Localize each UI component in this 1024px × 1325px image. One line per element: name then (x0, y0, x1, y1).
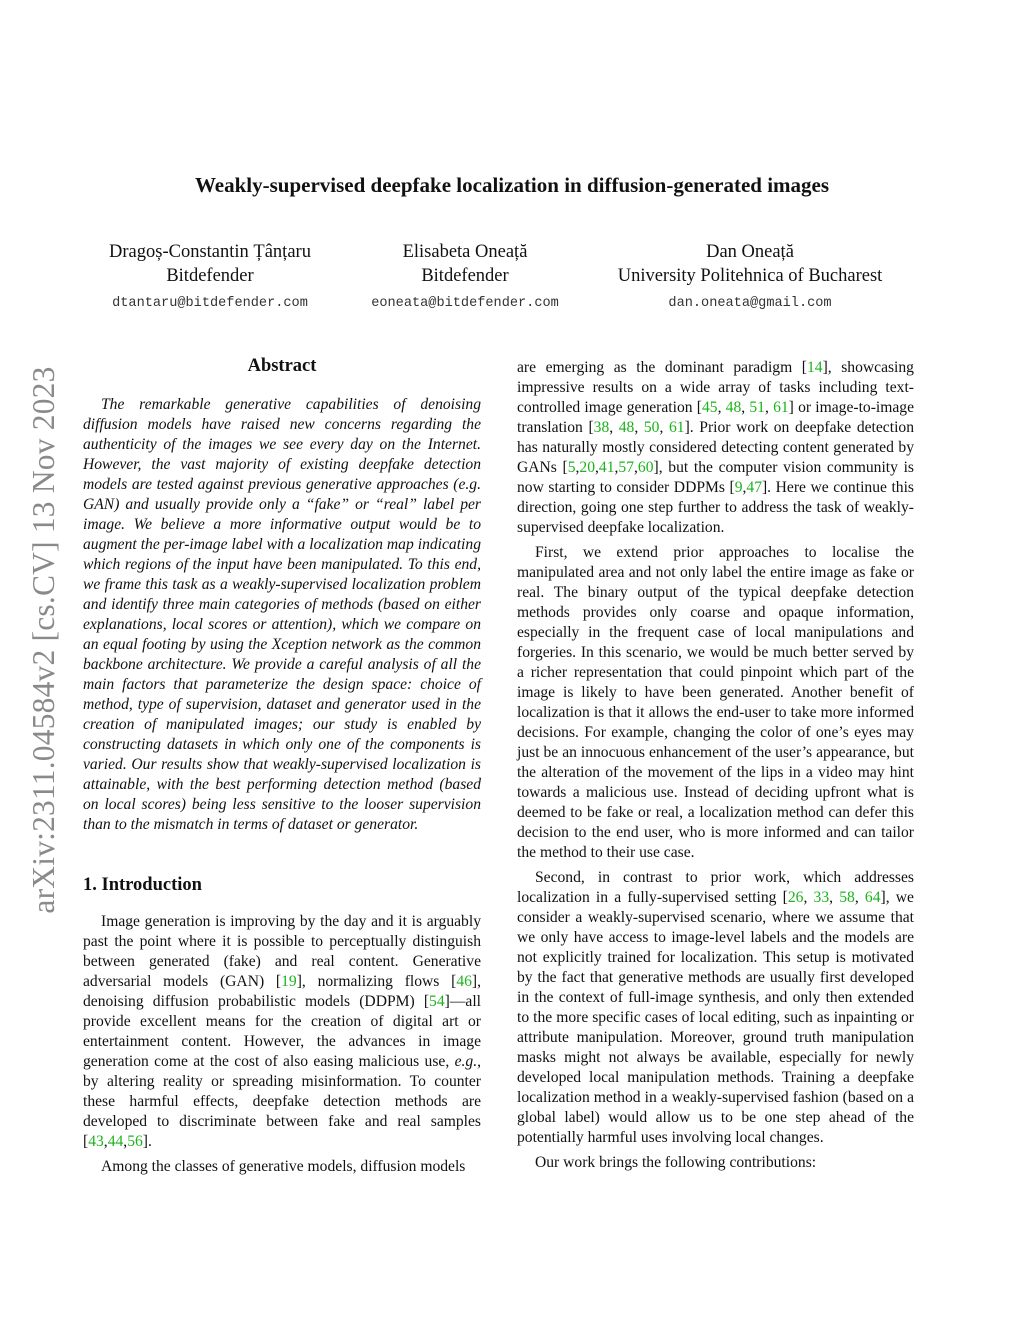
citation-link[interactable]: 61 (668, 419, 685, 436)
author-affiliation: Bitdefender (421, 266, 509, 287)
right-column (517, 358, 914, 1173)
arxiv-side-identifier (8, 340, 80, 940)
intro-paragraph-4: First, we extend prior approaches to localise the manipulated area and not only label the entire image as fake or real. The binary output of the typical deepfake detection methods provides only coarse and opaque information, especially in the frequent case of local manipulations and forgeries. In this scenario, we would be much better served by a richer representation that could pinpoint which part of the image is likely to have been generated. Another benefit of localization is that it allows the end-user to take more informed decisions. For example, changing the color of one’s eyes may just be an innocuous enhancement of the user’s appearance, but the alteration of the movement of the lips in a video may hint towards a malicious use. Instead of deciding upfront what is deemed to be fake or real, a localization method can defer this decision to the end user, who is more informed and can tailor the method to their use case. (517, 544, 914, 861)
citation-link[interactable]: 58 (839, 889, 855, 906)
intro-paragraph-6: Our work brings the following contributions: (535, 1154, 817, 1171)
paper-title: Weakly-supervised deepfake localization in diffusion-generated images (194, 173, 830, 197)
citation-link[interactable]: 20 (579, 459, 596, 476)
author-block-1 (70, 240, 350, 313)
citation-link[interactable]: 41 (598, 459, 615, 476)
citation-link[interactable]: 48 (725, 399, 742, 416)
left-column (83, 356, 481, 1177)
intro-paragraph-1: Image generation is improving by the day and it is arguably past the point where it is possible to perceptually distinguish between generated (fake) and real content. Generative adversarial models (GAN) [19], normalizing flows [46], denoising diffusion probabilistic models (DDPM) [54]—all provide excellent means for the creation of digital art or entertainment content. However, the advances in image generation come at the cost of also easing malicious use, e.g., by altering reality or spreading misinformation. To counter these harmful effects, deepfake detection methods are developed to discriminate between fake and real samples [43,44,56]. (83, 913, 481, 1150)
citation-link[interactable]: 50 (643, 419, 660, 436)
intro-paragraph-3: are emerging as the dominant paradigm [14], showcasing impressive results on a wide array of tasks including text-controlled image generation [45, 48, 51, 61] or image-to-image translation [38, 48, 50, 61]. Prior work on deepfake detection has naturally mostly considered detecting content generated by GANs [5,20,41,57,60], but the computer vision community is now starting to consider DDPMs [9,47]. Here we continue this direction, going one step further to address the task of weakly-supervised deepfake localization. (517, 359, 914, 536)
citation-link[interactable]: 48 (618, 419, 635, 436)
citation-link[interactable]: 5 (567, 459, 576, 476)
introduction-heading: 1. Introduction (83, 875, 202, 895)
arxiv-id-text: arXiv:2311.04584v2 [cs.CV] 13 Nov 2023 (26, 366, 61, 914)
citation-link[interactable]: 38 (593, 419, 610, 436)
author-name: Dan Oneață (706, 242, 794, 262)
citation-link[interactable]: 60 (637, 459, 654, 476)
author-affiliation: Bitdefender (166, 266, 254, 287)
citation-link[interactable]: 26 (787, 889, 804, 906)
intro-paragraph-5: Second, in contrast to prior work, which addresses localization in a fully-supervised setting [26, 33, 58, 64], we consider a weakly-supervised scenario, where we assume that we only have access to image-level labels and the models are not explicitly trained for localization. This setup is motivated by the fact that generative methods are usually first developed in the context of full-image synthesis, and only then extended to the more specific cases of local editing, such as inpainting or attribute manipulation. Moreover, ground truth manipulation masks might not always be available, especially for newly developed local manipulation methods. Training a deepfake localization method in a weakly-supervised fashion (based on a global label) would allow us to be one step ahead of the potentially harmful uses involving local changes. (517, 869, 914, 1146)
citation-link[interactable]: 57 (618, 459, 635, 476)
citation-link[interactable]: 64 (864, 889, 881, 906)
author-block-3 (590, 240, 910, 313)
citation-link[interactable]: 33 (813, 889, 830, 906)
citation-link[interactable]: 14 (806, 359, 823, 376)
intro-paragraph-2: Among the classes of generative models, diffusion models (101, 1158, 466, 1175)
abstract-heading: Abstract (247, 356, 317, 376)
citation-link[interactable]: 46 (456, 973, 472, 990)
citation-link[interactable]: 19 (281, 973, 297, 990)
author-email[interactable]: dan.oneata@gmail.com (668, 295, 832, 311)
author-email[interactable]: dtantaru@bitdefender.com (112, 295, 308, 311)
citation-link[interactable]: 44 (107, 1133, 124, 1150)
citation-link[interactable]: 56 (127, 1133, 143, 1150)
citation-link[interactable]: 54 (429, 993, 445, 1010)
citation-link[interactable]: 45 (701, 399, 718, 416)
citation-link[interactable]: 9 (734, 479, 743, 496)
citation-link[interactable]: 43 (88, 1133, 104, 1150)
author-block-2 (340, 240, 590, 313)
abstract-text: The remarkable generative capabilities of denoising diffusion models have raised new concerns regarding the authenticity of the images we see every day on the Internet. However, the vast majority of existing deepfake detection models are tested against previous generative approaches (e.g. GAN) and usually provide only a “fake” or “real” label per image. We believe a more informative output would be to augment the per-image label with a localization map indicating which regions of the input have been manipulated. To this end, we frame this task as a weakly-supervised localization problem and identify three main categories of methods (based on either explanations, local scores or attention), which we compare on an equal footing by using the Xception network as the common backbone architecture. We provide a careful analysis of all the main factors that parameterize the design space: choice of method, type of supervision, dataset and generator used in the creation of manipulated images; our study is enabled by constructing datasets in which only one of the components is varied. Our results show that weakly-supervised localization is attainable, with the best performing detection method (based on local scores) being less sensitive to the looser supervision than to the mismatch in terms of dataset or generator. (83, 396, 481, 833)
author-name: Dragoș-Constantin Țânțaru (109, 242, 311, 262)
citation-link[interactable]: 61 (773, 399, 789, 416)
author-name: Elisabeta Oneață (402, 242, 528, 262)
citation-link[interactable]: 51 (749, 399, 765, 416)
citation-link[interactable]: 47 (746, 479, 762, 496)
author-affiliation: University Politehnica of Bucharest (617, 266, 883, 287)
author-email[interactable]: eoneata@bitdefender.com (371, 295, 559, 311)
